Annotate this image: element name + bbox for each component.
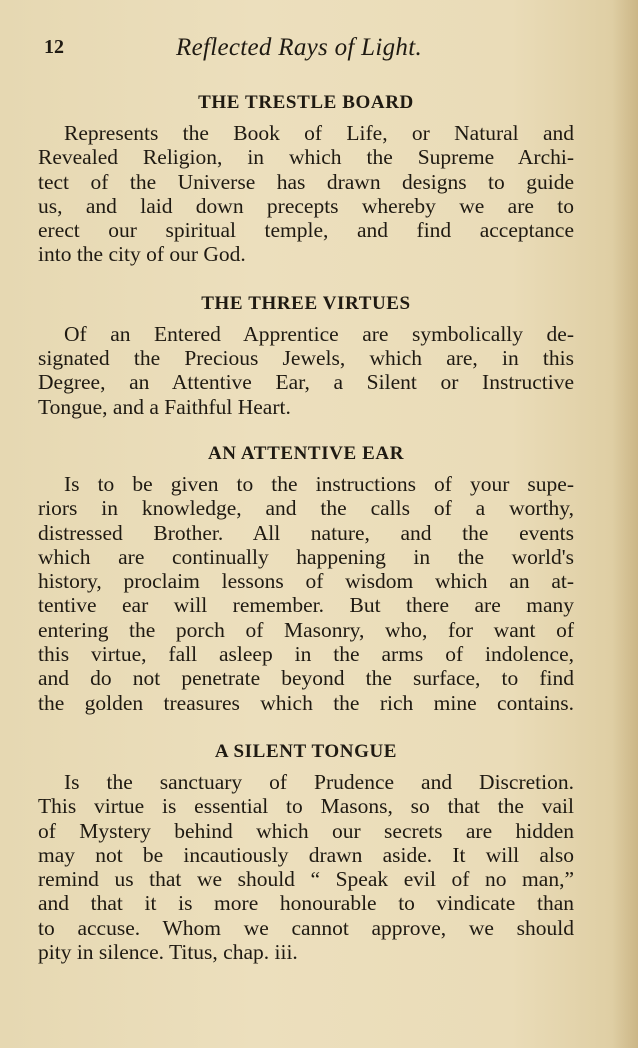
section-paragraph <box>38 121 574 267</box>
text-line: and do not penetrate beyond the surface, to find <box>38 666 574 691</box>
text-line: tentive ear will remember. But there are many <box>38 593 574 618</box>
text-line: this virtue, fall asleep in the arms of indolence, <box>38 642 574 667</box>
text-line: Is to be given to the instructions of your supe- <box>64 471 574 496</box>
section-silent-tongue <box>38 741 574 964</box>
text-line: may not be incautiously drawn aside. It will also <box>38 842 574 867</box>
text-line: Revealed Religion, in which the Supreme Archi- <box>38 145 574 170</box>
running-title: Reflected Rays of Light. <box>176 34 423 61</box>
text-line: the golden treasures which the rich mine contains. <box>38 690 574 715</box>
text-line: entering the porch of Masonry, who, for want of <box>38 617 574 642</box>
text-line: distressed Brother. All nature, and the events <box>38 520 574 545</box>
section-paragraph <box>38 322 574 419</box>
text-line: us, and laid down precepts whereby we are to <box>38 193 574 218</box>
page-content <box>38 92 574 964</box>
section-heading: THE TRESTLE BOARD <box>198 92 414 113</box>
text-line: signated the Precious Jewels, which are, in this <box>38 346 574 371</box>
running-head <box>44 34 578 66</box>
text-line: of Mystery behind which our secrets are hidden <box>38 818 574 843</box>
text-line: pity in silence. Titus, chap. iii. <box>38 940 298 965</box>
section-heading: A SILENT TONGUE <box>214 740 398 762</box>
text-line: into the city of our God. <box>38 242 246 267</box>
text-line: history, proclaim lessons of wisdom which an at- <box>38 569 574 594</box>
section-paragraph <box>38 472 574 715</box>
page-edge-shadow <box>612 0 638 1048</box>
section-attentive-ear <box>38 443 574 715</box>
text-line: to accuse. Whom we cannot approve, we should <box>38 915 574 940</box>
section-heading: THE THREE VIRTUES <box>201 292 411 314</box>
text-line: remind us that we should “ Speak evil of no man,” <box>38 867 574 892</box>
page-number: 12 <box>44 36 64 58</box>
text-line: and that it is more honourable to vindicate than <box>38 891 574 916</box>
section-trestle-board <box>38 92 574 267</box>
text-line: Is the sanctuary of Prudence and Discretion. <box>64 769 574 794</box>
section-heading: AN ATTENTIVE EAR <box>207 442 405 464</box>
text-line: riors in knowledge, and the calls of a worthy, <box>38 496 574 521</box>
text-line: erect our spiritual temple, and find acceptance <box>38 218 574 243</box>
text-line: Of an Entered Apprentice are symbolically de- <box>64 321 574 346</box>
text-line: This virtue is essential to Masons, so that the vail <box>38 794 574 819</box>
text-line: which are continually happening in the world's <box>38 544 574 569</box>
text-line: Degree, an Attentive Ear, a Silent or Instructive <box>38 370 574 395</box>
section-paragraph <box>38 770 574 964</box>
text-line: Tongue, and a Faithful Heart. <box>38 394 291 419</box>
text-line: Represents the Book of Life, or Natural and <box>64 121 574 145</box>
section-three-virtues <box>38 293 574 419</box>
text-line: tect of the Universe has drawn designs to guide <box>38 169 574 194</box>
